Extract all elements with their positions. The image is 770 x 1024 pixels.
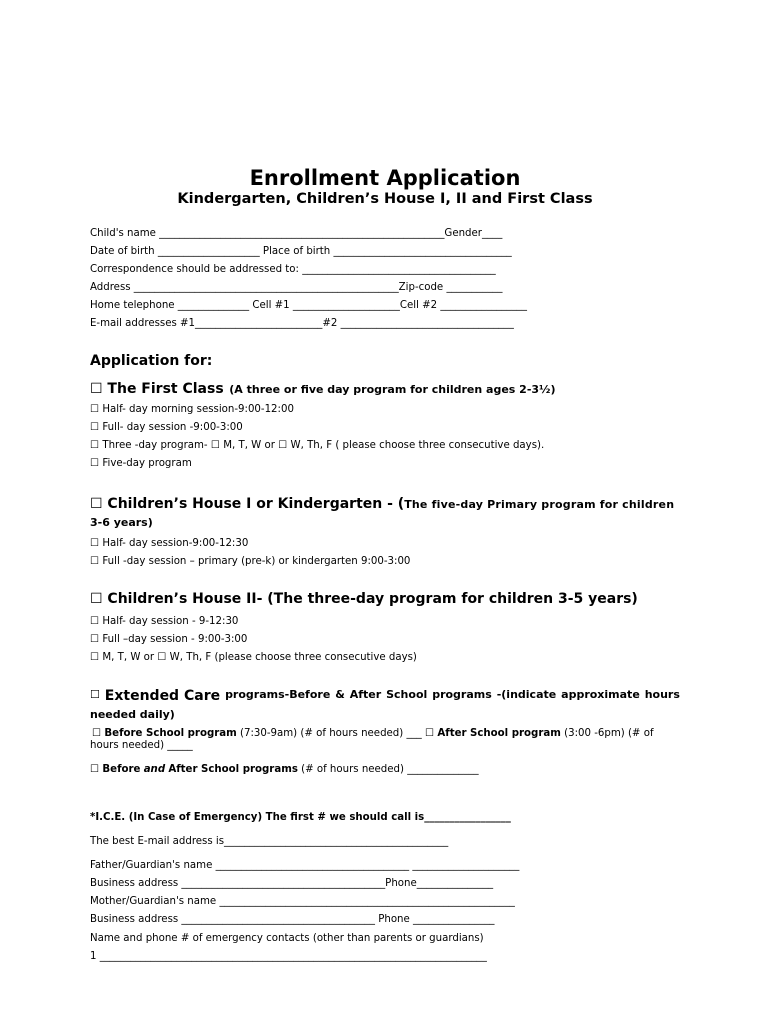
both-and-label: and <box>143 764 166 775</box>
childrens-house-1-note: The five-day Primary program for children <box>404 498 675 511</box>
before-school-checkbox[interactable]: ☐ <box>92 728 102 739</box>
business-address-1-field[interactable]: Business address ________________________________________Phone_______________ <box>90 878 494 889</box>
business-address-2-field[interactable]: Business address ______________________________________ Phone ________________ <box>90 914 495 925</box>
first-class-heading <box>90 378 555 397</box>
home-telephone-field[interactable]: Home telephone ______________ Cell #1 _____________________Cell #2 _________________ <box>90 300 527 311</box>
before-school-hours: (7:30-9am) (# of hours needed) ___ ☐ <box>236 728 435 739</box>
ice-field[interactable]: *I.C.E. (In Case of Emergency) The first # we should call is_________________ <box>90 812 511 823</box>
best-email-field[interactable]: The best E-mail address is____________________________________________ <box>90 836 449 847</box>
extended-word: After <box>349 688 382 701</box>
before-school-label: Before School program <box>104 728 237 739</box>
extended-care-heading-cont: needed daily) <box>90 708 175 721</box>
childrens-house-1-checkbox[interactable]: ☐ Children’s House I or Kindergarten - ( <box>90 496 405 512</box>
childs-name-field[interactable]: Child's name ________________________________________________________Gender____ <box>90 228 503 239</box>
first-class-checkbox[interactable]: ☐ The First Class <box>90 381 224 397</box>
extended-word: programs <box>432 688 492 701</box>
address-field[interactable]: Address ____________________________________________________Zip-code ___________ <box>90 282 503 293</box>
both-before-label: Before <box>102 764 141 775</box>
after-school-label: After School program <box>437 728 561 739</box>
extended-care-heading <box>90 688 680 704</box>
extended-word: Care <box>184 688 221 704</box>
option-five-day[interactable]: ☐ Five-day program <box>90 458 192 469</box>
extended-word: School <box>386 688 428 701</box>
extended-word: -(indicate <box>496 688 557 701</box>
extended-word: & <box>335 688 345 701</box>
both-after-label: After School programs <box>168 764 298 775</box>
option-three-day[interactable]: ☐ Three -day program- ☐ M, T, W or ☐ W, Th, F ( please choose three consecutive days). <box>90 440 545 451</box>
emergency-contacts-label: Name and phone # of emergency contacts (other than parents or guardians) <box>90 933 484 944</box>
both-hours: (# of hours needed) ______________ <box>297 764 479 775</box>
mother-guardian-field[interactable]: Mother/Guardian's name __________________________________________________________ <box>90 896 515 907</box>
email-addresses-field[interactable]: E-mail addresses #1_________________________#2 __________________________________ <box>90 318 514 329</box>
page-subtitle: Kindergarten, Children’s House I, II and First Class <box>177 191 593 207</box>
date-of-birth-field[interactable]: Date of birth ____________________ Place of birth ___________________________________ <box>90 246 512 257</box>
extended-word: hours <box>644 688 680 701</box>
option-full-day[interactable]: ☐ Full- day session -9:00-3:00 <box>90 422 243 433</box>
extended-word: programs-Before <box>225 688 331 701</box>
after-school-hours: (3:00 -6pm) (# of <box>564 728 654 739</box>
option-ch2-half-day[interactable]: ☐ Half- day session - 9-12:30 <box>90 616 239 627</box>
before-and-after-line[interactable] <box>90 763 479 776</box>
option-ch2-days[interactable]: ☐ M, T, W or ☐ W, Th, F (please choose three consecutive days) <box>90 652 417 663</box>
childrens-house-1-age: 3-6 years) <box>90 516 153 529</box>
page-title: Enrollment Application <box>249 166 521 190</box>
correspondence-field[interactable]: Correspondence should be addressed to: ______________________________________ <box>90 264 496 275</box>
option-ch1-full-day[interactable]: ☐ Full -day session – primary (pre-k) or kindergarten 9:00-3:00 <box>90 556 411 567</box>
application-for-heading: Application for: <box>90 353 213 369</box>
first-class-note: (A three or five day program for children ages 2-3½) <box>229 383 556 396</box>
option-ch1-half-day[interactable]: ☐ Half- day session-9:00-12:30 <box>90 538 249 549</box>
extended-word: approximate <box>561 688 640 701</box>
extended-word: Extended <box>104 688 180 704</box>
emergency-contact-1-field[interactable]: 1 ____________________________________________________________________________ <box>90 951 487 962</box>
extended-care-checkbox[interactable]: ☐ <box>90 688 100 701</box>
hours-needed-line[interactable]: hours needed) _____ <box>90 740 193 751</box>
childrens-house-1-heading <box>90 493 674 512</box>
father-guardian-field[interactable]: Father/Guardian's name ______________________________________ _____________________ <box>90 860 520 871</box>
both-programs-checkbox[interactable]: ☐ <box>90 764 100 775</box>
childrens-house-2-heading[interactable]: ☐ Children’s House II- (The three-day program for children 3-5 years) <box>90 591 638 607</box>
option-half-day-morning[interactable]: ☐ Half- day morning session-9:00-12:00 <box>90 404 294 415</box>
option-ch2-full-day[interactable]: ☐ Full –day session - 9:00-3:00 <box>90 634 248 645</box>
